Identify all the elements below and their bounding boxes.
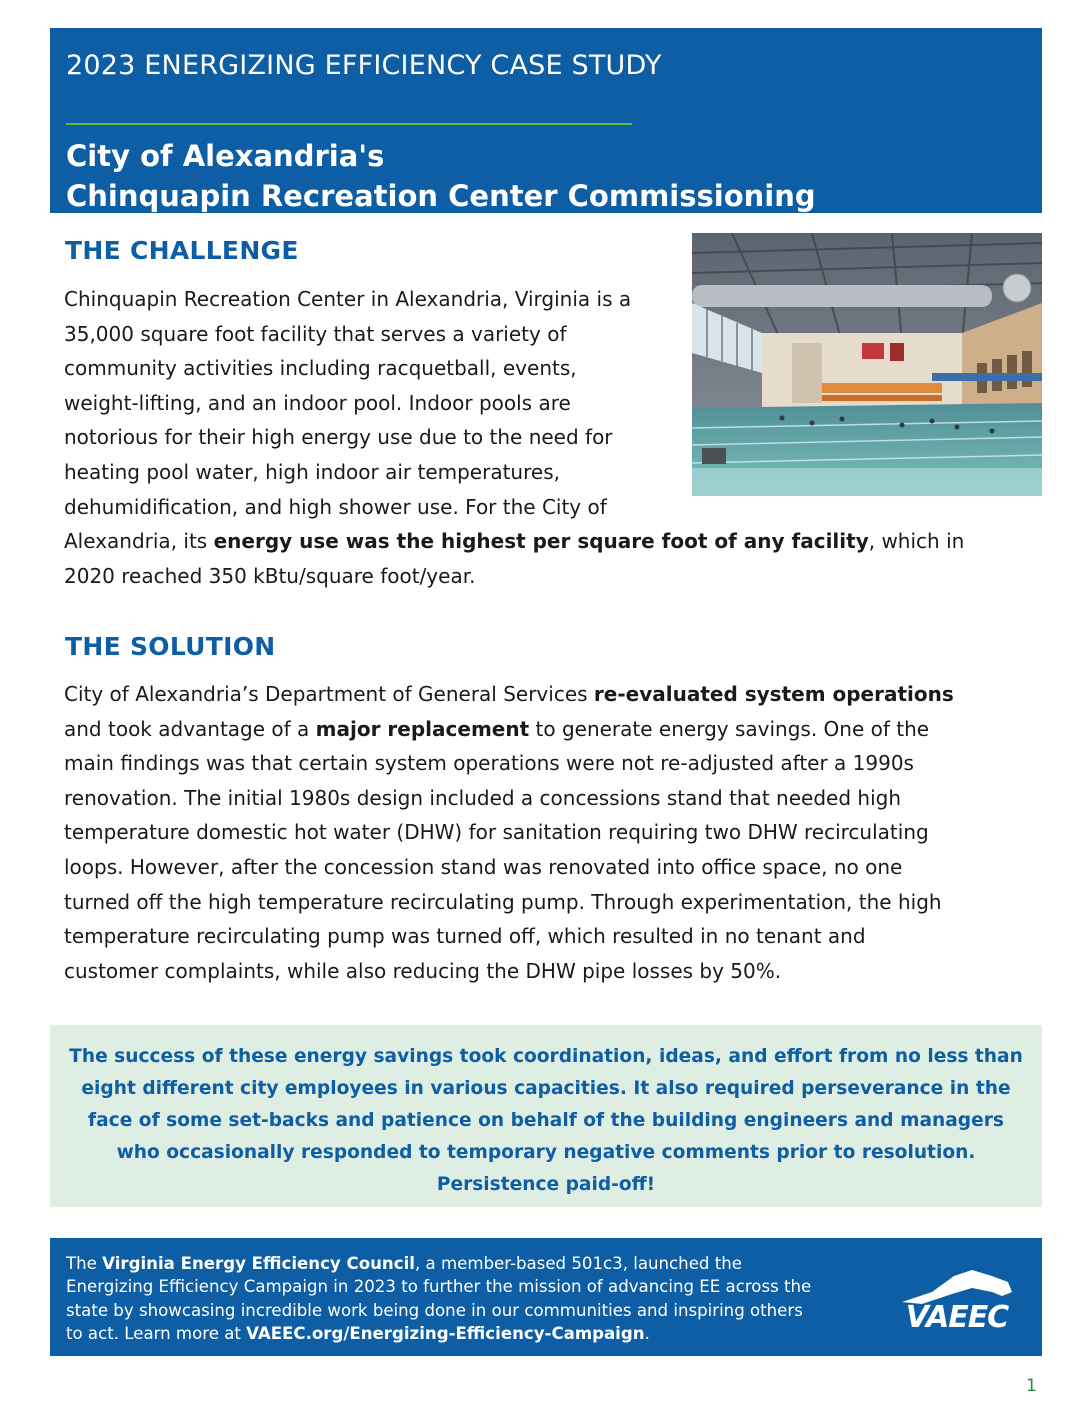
logo-wordmark: VAEEC: [905, 1300, 1009, 1335]
solution-text: and took advantage of a: [64, 716, 316, 741]
solution-line: temperature recirculating pump was turned off, which resulted in no tenant and: [64, 924, 866, 949]
challenge-highlight: energy use was the highest per square foot of any facility: [213, 529, 869, 554]
footer-text: [66, 1252, 876, 1346]
challenge-line: heating pool water, high indoor air temperatures,: [64, 459, 560, 484]
vaeec-logo: [892, 1262, 1022, 1342]
challenge-line: community activities including racquetball, events,: [64, 356, 577, 381]
challenge-line: [64, 524, 964, 559]
success-callout: [50, 1025, 1042, 1207]
callout-line: eight different city employees in various capacities. It also required perseverance in the: [81, 1078, 1011, 1099]
footer-line: state by showcasing incredible work being done in our communities and inspiring others: [66, 1300, 803, 1320]
challenge-paragraph: [64, 282, 964, 593]
challenge-line: 2020 reached 350 kBtu/square foot/year.: [64, 563, 476, 588]
solution-line: customer complaints, while also reducing the DHW pipe losses by 50%.: [64, 958, 782, 983]
org-name: Virginia Energy Efficiency Council: [102, 1254, 415, 1273]
footer-text-part: , a member-based 501c3, launched the: [414, 1254, 742, 1273]
case-study-kicker: 2023 ENERGIZING EFFICIENCY CASE STUDY: [66, 50, 662, 81]
solution-text: City of Alexandria’s Department of General Services: [64, 682, 594, 706]
solution-line: turned off the high temperature recirculating pump. Through experimentation, the high: [64, 889, 942, 914]
footer-line: [66, 1252, 876, 1275]
page-title: [66, 136, 816, 216]
challenge-line: weight-lifting, and an indoor pool. Indoor pools are: [64, 390, 571, 415]
solution-line: [64, 712, 954, 747]
challenge-line: notorious for their high energy use due to the need for: [64, 425, 613, 450]
solution-highlight: major replacement: [315, 716, 530, 741]
callout-line: who occasionally responded to temporary negative comments prior to resolution.: [116, 1142, 976, 1163]
solution-line: [64, 677, 954, 712]
footer-line: [66, 1322, 876, 1345]
challenge-line: 35,000 square foot facility that serves a variety of: [64, 321, 567, 346]
challenge-line: dehumidification, and high shower use. For the City of: [64, 494, 607, 519]
solution-line: temperature domestic hot water (DHW) for sanitation requiring two DHW recirculating: [64, 820, 929, 845]
solution-line: main findings was that certain system operations were not re-adjusted after a 1990s: [64, 751, 914, 776]
solution-text: to generate energy savings. One of the: [529, 716, 930, 741]
header-divider: [66, 123, 632, 125]
callout-line: face of some set-backs and patience on behalf of the building engineers and managers: [88, 1110, 1004, 1131]
footer-text-part: .: [644, 1324, 650, 1344]
challenge-text: Alexandria, its: [64, 529, 214, 554]
challenge-heading: THE CHALLENGE: [65, 236, 299, 265]
title-line-2: Chinquapin Recreation Center Commissioning: [66, 179, 816, 213]
footer-banner: [50, 1238, 1042, 1356]
footer-text-part: The: [66, 1254, 103, 1273]
campaign-link[interactable]: VAEEC.org/Energizing-Efficiency-Campaign: [246, 1324, 645, 1344]
solution-highlight: re-evaluated system operations: [593, 682, 954, 706]
page-number: 1: [1026, 1376, 1037, 1396]
callout-line: The success of these energy savings took coordination, ideas, and effort from no less than: [69, 1046, 1023, 1067]
header-banner: [50, 28, 1042, 213]
solution-heading: THE SOLUTION: [65, 632, 276, 661]
footer-line: Energizing Efficiency Campaign in 2023 to further the mission of advancing EE across the: [66, 1277, 812, 1297]
solution-line: renovation. The initial 1980s design included a concessions stand that needed high: [64, 785, 901, 810]
challenge-text: , which in: [868, 529, 965, 554]
solution-line: loops. However, after the concession stand was renovated into office space, no one: [64, 854, 903, 879]
callout-line: Persistence paid-off!: [436, 1174, 656, 1195]
title-line-1: City of Alexandria's: [66, 139, 385, 173]
challenge-line: Chinquapin Recreation Center in Alexandria, Virginia is a: [64, 287, 632, 311]
solution-paragraph: [64, 677, 954, 988]
footer-text-part: to act. Learn more at: [66, 1324, 247, 1344]
